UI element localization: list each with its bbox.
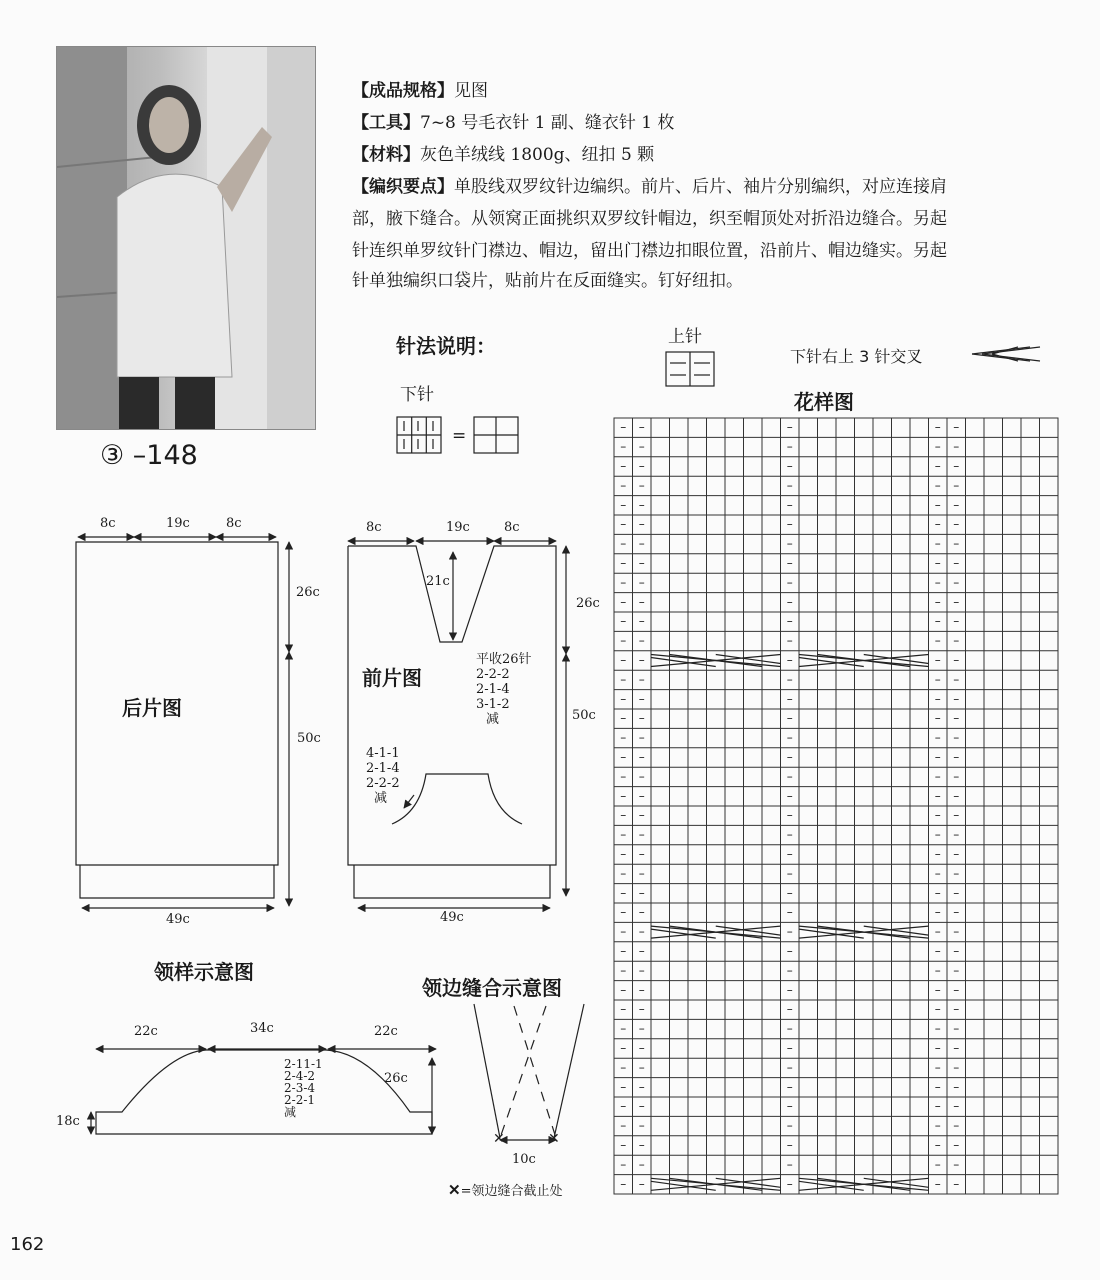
purl-mark: – xyxy=(786,517,793,532)
purl-mark: – xyxy=(953,1079,960,1094)
purl-mark: – xyxy=(934,866,941,881)
purl-mark: – xyxy=(786,420,793,435)
purl-mark: – xyxy=(934,885,941,900)
front-top-mid-label: 19c xyxy=(446,520,470,535)
purl-mark: – xyxy=(638,1137,645,1152)
purl-mark: – xyxy=(638,711,645,726)
purl-mark: – xyxy=(953,769,960,784)
legend-cable-label: 下针右上 3 针交叉 xyxy=(790,347,923,366)
purl-mark: – xyxy=(638,497,645,512)
note-line: 2-1-4 xyxy=(366,761,400,776)
purl-mark: – xyxy=(953,1176,960,1191)
purl-mark: – xyxy=(620,1040,627,1055)
purl-mark: – xyxy=(620,827,627,842)
purl-mark: – xyxy=(638,749,645,764)
purl-mark: – xyxy=(934,982,941,997)
front-piece-outline xyxy=(348,541,566,908)
legend-purl-symbol xyxy=(666,352,714,386)
seam-end-mark-icon: ✕ xyxy=(448,1181,461,1199)
legend-knit-equivalent xyxy=(474,417,518,453)
purl-mark: – xyxy=(786,478,793,493)
spec-points-line: 单股线双罗纹针边编织。前片、后片、袖片分别编织，对应连接肩 xyxy=(454,177,947,197)
purl-mark: – xyxy=(786,1157,793,1172)
purl-mark: – xyxy=(786,982,793,997)
purl-mark: – xyxy=(934,1021,941,1036)
purl-mark: – xyxy=(620,1060,627,1075)
purl-mark: – xyxy=(620,575,627,590)
purl-mark: – xyxy=(934,458,941,473)
spec-material-label: 【材料】 xyxy=(352,145,420,165)
purl-mark: – xyxy=(953,1021,960,1036)
purl-mark: – xyxy=(638,420,645,435)
seam-diagram-title: 领边缝合示意图 xyxy=(422,976,562,1000)
purl-mark: – xyxy=(786,730,793,745)
purl-mark: – xyxy=(638,555,645,570)
purl-mark: – xyxy=(786,1176,793,1191)
purl-mark: – xyxy=(638,458,645,473)
purl-mark: – xyxy=(786,924,793,939)
note-line: 减 xyxy=(374,791,388,806)
seam-width-label: 10c xyxy=(512,1152,536,1167)
purl-mark: – xyxy=(638,846,645,861)
purl-mark: – xyxy=(786,1079,793,1094)
purl-mark: – xyxy=(638,1040,645,1055)
purl-mark: – xyxy=(620,633,627,648)
note-line: 2-2-2 xyxy=(366,776,400,791)
legend-cable-symbol xyxy=(972,347,1040,361)
purl-mark: – xyxy=(934,478,941,493)
spec-tools-value: 7~8 号毛衣针 1 副、缝衣针 1 枚 xyxy=(420,113,675,133)
purl-mark: – xyxy=(786,1137,793,1152)
purl-mark: – xyxy=(934,614,941,629)
back-piece-title: 后片图 xyxy=(122,696,182,720)
purl-mark: – xyxy=(638,1176,645,1191)
front-lower-height-label: 50c xyxy=(572,708,596,723)
cable-cross-mark xyxy=(670,655,763,667)
back-width-label: 49c xyxy=(166,912,190,927)
purl-mark: – xyxy=(786,1060,793,1075)
purl-mark: – xyxy=(934,769,941,784)
svg-text:✕: ✕ xyxy=(493,1131,505,1147)
cable-cross-mark xyxy=(818,1178,911,1190)
back-piece-outline xyxy=(76,537,289,908)
note-line: 2-2-2 xyxy=(476,667,510,682)
purl-mark: – xyxy=(620,846,627,861)
purl-mark: – xyxy=(934,943,941,958)
purl-mark: – xyxy=(786,943,793,958)
purl-mark: – xyxy=(786,555,793,570)
spec-points-line: 针连织单罗纹针门襟边、帽边，留出门襟边扣眼位置，沿前片、帽边缝实。另起 xyxy=(352,241,947,261)
page-number: 162 xyxy=(10,1234,45,1255)
purl-mark: – xyxy=(953,614,960,629)
legend-knit-label: 下针 xyxy=(400,385,434,405)
purl-mark: – xyxy=(620,672,627,687)
purl-mark: – xyxy=(953,827,960,842)
purl-mark: – xyxy=(620,497,627,512)
legend-purl-label: 上针 xyxy=(668,327,702,347)
purl-mark: – xyxy=(620,1079,627,1094)
purl-mark: – xyxy=(638,730,645,745)
purl-mark: – xyxy=(934,575,941,590)
purl-mark: – xyxy=(620,478,627,493)
purl-mark: – xyxy=(786,788,793,803)
purl-mark: – xyxy=(934,691,941,706)
purl-mark: – xyxy=(620,924,627,939)
back-lower-height-label: 50c xyxy=(297,731,321,746)
front-neck-depth-label: 21c xyxy=(426,574,450,589)
collar-left-label: 22c xyxy=(134,1024,158,1039)
spec-size-value: 见图 xyxy=(454,81,488,101)
purl-mark: – xyxy=(638,982,645,997)
purl-mark: – xyxy=(786,1040,793,1055)
purl-mark: – xyxy=(620,652,627,667)
purl-mark: – xyxy=(934,1157,941,1172)
purl-mark: – xyxy=(620,730,627,745)
spec-points-line: 部，腋下缝合。从领窝正面挑织双罗纹针帽边，织至帽顶处对折沿边缝合。另起 xyxy=(352,209,947,229)
front-top-right-label: 8c xyxy=(504,520,520,535)
note-line: 2-2-1 xyxy=(284,1093,316,1107)
purl-mark: – xyxy=(786,439,793,454)
purl-mark: – xyxy=(934,497,941,512)
purl-mark: – xyxy=(620,536,627,551)
front-upper-height-label: 26c xyxy=(576,596,600,611)
purl-mark: – xyxy=(620,1137,627,1152)
purl-mark: – xyxy=(620,788,627,803)
purl-mark: – xyxy=(638,885,645,900)
purl-mark: – xyxy=(620,420,627,435)
purl-mark: – xyxy=(953,885,960,900)
purl-mark: – xyxy=(934,1002,941,1017)
purl-mark: – xyxy=(953,536,960,551)
purl-mark: – xyxy=(786,633,793,648)
purl-mark: – xyxy=(786,575,793,590)
purl-mark: – xyxy=(934,439,941,454)
purl-mark: – xyxy=(953,711,960,726)
note-line: 2-3-4 xyxy=(284,1081,316,1095)
front-piece-title: 前片图 xyxy=(362,666,422,690)
legend-knit-symbol xyxy=(397,417,441,453)
purl-mark: – xyxy=(620,1118,627,1133)
purl-mark: – xyxy=(620,1099,627,1114)
purl-mark: – xyxy=(786,1021,793,1036)
purl-mark: – xyxy=(638,1099,645,1114)
purl-mark: – xyxy=(786,711,793,726)
purl-mark: – xyxy=(620,905,627,920)
note-line: 平收26针 xyxy=(476,652,532,667)
back-top-right-label: 8c xyxy=(226,516,242,531)
purl-mark: – xyxy=(953,575,960,590)
seam-note-text: =领边缝合截止处 xyxy=(460,1184,563,1199)
pattern-chart-title: 花样图 xyxy=(794,390,854,414)
purl-mark: – xyxy=(786,672,793,687)
purl-mark: – xyxy=(953,730,960,745)
purl-mark: – xyxy=(620,594,627,609)
note-line: 2-4-2 xyxy=(284,1069,316,1083)
purl-mark: – xyxy=(934,730,941,745)
seam-outline xyxy=(474,1004,584,1147)
purl-mark: – xyxy=(638,943,645,958)
purl-mark: – xyxy=(620,691,627,706)
pattern-code: ③ –148 xyxy=(100,440,198,471)
purl-mark: – xyxy=(620,517,627,532)
purl-mark: – xyxy=(953,420,960,435)
purl-mark: – xyxy=(638,1002,645,1017)
purl-mark: – xyxy=(953,478,960,493)
purl-mark: – xyxy=(953,555,960,570)
purl-mark: – xyxy=(934,924,941,939)
pattern-chart-grid xyxy=(614,418,1058,1194)
purl-mark: – xyxy=(934,1099,941,1114)
purl-mark: – xyxy=(934,808,941,823)
collar-height-label: 26c xyxy=(384,1071,408,1086)
collar-diagram-title: 领样示意图 xyxy=(154,960,254,984)
purl-mark: – xyxy=(620,614,627,629)
purl-mark: – xyxy=(638,691,645,706)
purl-mark: – xyxy=(620,808,627,823)
purl-mark: – xyxy=(620,439,627,454)
legend-equals: = xyxy=(452,426,467,446)
purl-mark: – xyxy=(934,517,941,532)
purl-mark: – xyxy=(953,594,960,609)
purl-mark: – xyxy=(934,536,941,551)
purl-mark: – xyxy=(934,555,941,570)
purl-mark: – xyxy=(786,769,793,784)
purl-mark: – xyxy=(786,1099,793,1114)
purl-mark: – xyxy=(786,749,793,764)
purl-mark: – xyxy=(786,885,793,900)
collar-outline xyxy=(91,1049,436,1134)
cable-cross-mark xyxy=(818,926,911,938)
back-top-left-label: 8c xyxy=(100,516,116,531)
purl-mark: – xyxy=(953,1040,960,1055)
back-top-mid-label: 19c xyxy=(166,516,190,531)
purl-mark: – xyxy=(638,808,645,823)
legend-title: 针法说明： xyxy=(396,334,496,358)
back-upper-height-label: 26c xyxy=(296,585,320,600)
purl-mark: – xyxy=(786,963,793,978)
front-width-label: 49c xyxy=(440,910,464,925)
purl-mark: – xyxy=(638,672,645,687)
purl-mark: – xyxy=(953,652,960,667)
purl-mark: – xyxy=(620,711,627,726)
purl-mark: – xyxy=(953,1137,960,1152)
cable-cross-mark xyxy=(670,1178,763,1190)
purl-mark: – xyxy=(638,963,645,978)
purl-mark: – xyxy=(638,769,645,784)
purl-mark: – xyxy=(786,1118,793,1133)
cable-cross-mark xyxy=(670,926,763,938)
purl-mark: – xyxy=(934,1118,941,1133)
purl-mark: – xyxy=(934,633,941,648)
purl-mark: – xyxy=(786,808,793,823)
purl-mark: – xyxy=(638,594,645,609)
purl-mark: – xyxy=(638,1079,645,1094)
note-line: 2-1-4 xyxy=(476,682,510,697)
purl-mark: – xyxy=(934,1040,941,1055)
purl-mark: – xyxy=(786,691,793,706)
purl-mark: – xyxy=(620,749,627,764)
purl-mark: – xyxy=(934,1060,941,1075)
purl-mark: – xyxy=(638,1060,645,1075)
purl-mark: – xyxy=(953,1002,960,1017)
purl-mark: – xyxy=(638,1118,645,1133)
purl-mark: – xyxy=(934,672,941,687)
purl-mark: – xyxy=(638,575,645,590)
purl-mark: – xyxy=(638,1157,645,1172)
purl-mark: – xyxy=(620,982,627,997)
note-line: 4-1-1 xyxy=(366,746,400,761)
note-line: 减 xyxy=(486,712,500,727)
purl-mark: – xyxy=(953,788,960,803)
purl-mark: – xyxy=(638,905,645,920)
spec-points-label: 【编织要点】 xyxy=(352,177,454,197)
purl-mark: – xyxy=(953,924,960,939)
purl-mark: – xyxy=(620,1176,627,1191)
svg-text:✕: ✕ xyxy=(548,1131,560,1147)
note-line: 减 xyxy=(284,1105,297,1119)
purl-mark: – xyxy=(786,536,793,551)
purl-mark: – xyxy=(953,439,960,454)
purl-mark: – xyxy=(638,924,645,939)
purl-mark: – xyxy=(934,711,941,726)
purl-mark: – xyxy=(953,808,960,823)
purl-mark: – xyxy=(786,827,793,842)
purl-mark: – xyxy=(638,633,645,648)
purl-mark: – xyxy=(620,885,627,900)
purl-mark: – xyxy=(953,497,960,512)
note-line: 2-11-1 xyxy=(284,1057,323,1071)
collar-edge-label: 18c xyxy=(56,1114,80,1129)
purl-mark: – xyxy=(953,905,960,920)
purl-mark: – xyxy=(934,788,941,803)
purl-mark: – xyxy=(953,1099,960,1114)
purl-mark: – xyxy=(638,827,645,842)
purl-mark: – xyxy=(620,866,627,881)
purl-mark: – xyxy=(934,652,941,667)
purl-mark: – xyxy=(786,1002,793,1017)
front-top-left-label: 8c xyxy=(366,520,382,535)
purl-mark: – xyxy=(953,517,960,532)
purl-mark: – xyxy=(953,633,960,648)
purl-mark: – xyxy=(786,458,793,473)
spec-points-line: 针单独编织口袋片，贴前片在反面缝实。钉好纽扣。 xyxy=(352,271,743,291)
purl-mark: – xyxy=(638,1021,645,1036)
purl-mark: – xyxy=(786,866,793,881)
purl-mark: – xyxy=(620,555,627,570)
purl-mark: – xyxy=(620,458,627,473)
purl-mark: – xyxy=(786,614,793,629)
spec-tools-label: 【工具】 xyxy=(352,113,420,133)
purl-mark: – xyxy=(934,1176,941,1191)
purl-mark: – xyxy=(953,963,960,978)
collar-right-label: 22c xyxy=(374,1024,398,1039)
purl-mark: – xyxy=(934,420,941,435)
purl-mark: – xyxy=(934,827,941,842)
purl-mark: – xyxy=(638,652,645,667)
purl-mark: – xyxy=(934,905,941,920)
purl-mark: – xyxy=(953,458,960,473)
purl-mark: – xyxy=(934,749,941,764)
purl-mark: – xyxy=(638,478,645,493)
purl-mark: – xyxy=(934,963,941,978)
cable-cross-mark xyxy=(818,655,911,667)
purl-mark: – xyxy=(620,943,627,958)
purl-mark: – xyxy=(638,788,645,803)
purl-mark: – xyxy=(638,866,645,881)
purl-mark: – xyxy=(953,749,960,764)
purl-mark: – xyxy=(953,672,960,687)
purl-mark: – xyxy=(786,497,793,512)
purl-mark: – xyxy=(953,1118,960,1133)
purl-mark: – xyxy=(620,769,627,784)
purl-mark: – xyxy=(620,1021,627,1036)
purl-mark: – xyxy=(953,982,960,997)
purl-mark: – xyxy=(786,846,793,861)
purl-mark: – xyxy=(934,1079,941,1094)
note-line: 3-1-2 xyxy=(476,697,510,712)
purl-mark: – xyxy=(953,1157,960,1172)
purl-mark: – xyxy=(620,963,627,978)
purl-mark: – xyxy=(953,846,960,861)
purl-mark: – xyxy=(953,1060,960,1075)
purl-mark: – xyxy=(620,1002,627,1017)
purl-mark: – xyxy=(638,536,645,551)
purl-mark: – xyxy=(786,905,793,920)
purl-mark: – xyxy=(953,943,960,958)
purl-mark: – xyxy=(934,846,941,861)
purl-mark: – xyxy=(934,1137,941,1152)
purl-mark: – xyxy=(953,866,960,881)
collar-mid-label: 34c xyxy=(250,1021,274,1036)
purl-mark: – xyxy=(620,1157,627,1172)
purl-mark: – xyxy=(934,594,941,609)
purl-mark: – xyxy=(953,691,960,706)
purl-mark: – xyxy=(638,439,645,454)
spec-material-value: 灰色羊绒线 1800g、纽扣 5 颗 xyxy=(420,145,655,165)
purl-mark: – xyxy=(638,517,645,532)
purl-mark: – xyxy=(786,652,793,667)
purl-mark: – xyxy=(638,614,645,629)
purl-mark: – xyxy=(786,594,793,609)
spec-size-label: 【成品规格】 xyxy=(352,81,454,101)
